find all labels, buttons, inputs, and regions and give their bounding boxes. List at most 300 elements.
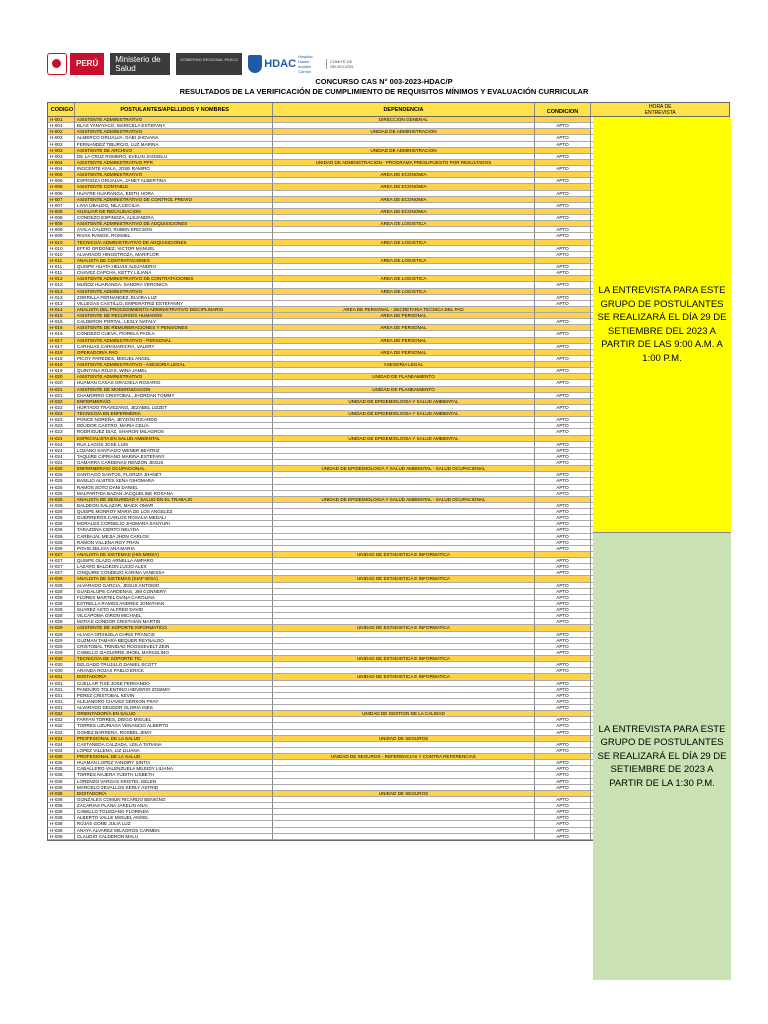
- cell-name: MATIAS CONDOR CRISTHIAN MARTIN: [75, 619, 273, 625]
- cell-name: CABELLO TOLEDANO FLORINDA: [75, 809, 273, 815]
- cell-condicion: APTO: [535, 785, 592, 791]
- cell-name: DIGITADOR/A: [75, 791, 273, 797]
- cell-condicion: APTO: [535, 772, 592, 778]
- cell-name: CHAMORRO CRISTOBAL, JHORDAN TOMMY: [75, 393, 273, 399]
- cell-condicion: APTO: [535, 460, 592, 466]
- cell-name: ASISTENTE DE MODERNIZACION: [75, 387, 273, 393]
- cell-name: ALMERCO GRIJALVA, GABI JHOVANA: [75, 135, 273, 141]
- cell-codigo: H-026: [48, 546, 75, 552]
- cell-codigo: H-030: [48, 668, 75, 674]
- cell-name: HUAMAN CASAS GRACIELA ROSARIO: [75, 380, 273, 386]
- cell-name: TORRES UZURIAGA VENANCIO ALBERTO: [75, 723, 273, 729]
- cell-name: FERNANDEZ TIBURCIO, LUZ MARINA: [75, 142, 273, 148]
- cell-name: ASISTENTE DE SOPORTE INFORMATICO: [75, 625, 273, 631]
- cell-name: POVIS ZELAYA ANA MARIA: [75, 546, 273, 552]
- cell-name: AYALA CALERO, RUBEN ERICSON: [75, 227, 273, 233]
- cell-codigo: H-013: [48, 289, 75, 295]
- cell-condicion: APTO: [535, 356, 592, 362]
- cell-name: ASISTENTE DE RECURSOS HUMANOS: [75, 313, 273, 319]
- cell-condicion: APTO: [535, 485, 592, 491]
- cell-condicion: APTO: [535, 595, 592, 601]
- cell-codigo: H-028: [48, 607, 75, 613]
- cell-condicion: APTO: [535, 668, 592, 674]
- cell-codigo: H-024: [48, 454, 75, 460]
- table-body: [47, 117, 730, 841]
- cell-codigo: H-026: [48, 534, 75, 540]
- cell-codigo: H-016: [48, 331, 75, 337]
- cell-name: ASISTENTE ADMINISTRATIVO - PERSONAL: [75, 338, 273, 344]
- cell-codigo: H-032: [48, 723, 75, 729]
- cell-codigo: H-036: [48, 821, 75, 827]
- cell-condicion: APTO: [535, 203, 592, 209]
- cell-codigo: H-034: [48, 742, 75, 748]
- cell-codigo: H-028: [48, 583, 75, 589]
- cell-name: ASISTENTE ADMINISTRATIVO: [75, 172, 273, 178]
- cell-codigo: H-004: [48, 160, 75, 166]
- cell-dependencia: AREA DE PERSONAL: [273, 313, 534, 319]
- cell-name: ANALISTA DE CONTRATACIONES: [75, 258, 273, 264]
- cell-name: LORENZO VARGAS KRISTEL GELEN: [75, 779, 273, 785]
- cell-codigo: H-017: [48, 344, 75, 350]
- cell-condicion: APTO: [535, 233, 592, 239]
- cell-condicion: APTO: [535, 448, 592, 454]
- cell-name: ALVARADO DEUDOR GLORIA INES: [75, 705, 273, 711]
- cell-dependencia: UNIDAD DE PLANEAMIENTO: [273, 387, 534, 393]
- cell-condicion: APTO: [535, 589, 592, 595]
- gobierno-regional-logo: GOBIERNO REGIONAL PASCO: [176, 53, 242, 75]
- cell-name: QUISPE HUATA HELVIS ALEJANDRO: [75, 264, 273, 270]
- cell-condicion: APTO: [535, 252, 592, 258]
- cell-codigo: H-004: [48, 166, 75, 172]
- cell-condicion: APTO: [535, 693, 592, 699]
- cell-name: CABALLERO VALENZUELA MILEIDY LILIANA: [75, 766, 273, 772]
- cell-codigo: H-021: [48, 387, 75, 393]
- header-hora-line2: ENTREVISTA: [644, 109, 676, 116]
- cell-codigo: H-008: [48, 209, 75, 215]
- cell-name: ASISTENTE ADMINISTRATIVO: [75, 289, 273, 295]
- cell-condicion: APTO: [535, 472, 592, 478]
- cell-name: ASISTENTE ADMINISTRATIVO DE CONTROL PREVIO: [75, 197, 273, 203]
- cell-dependencia: AREA DE ECONOMIA: [273, 209, 534, 215]
- cell-condicion: APTO: [535, 779, 592, 785]
- cell-dependencia: UNIDAD DE EPIDEMIOLOGIA Y SALUD AMBIENTAL: [273, 436, 534, 442]
- cell-condicion: APTO: [535, 797, 592, 803]
- cell-codigo: H-030: [48, 662, 75, 668]
- cell-condicion: APTO: [535, 319, 592, 325]
- hdac-logo: [248, 54, 320, 74]
- cell-codigo: H-018: [48, 350, 75, 356]
- hdac-subtitle: Hospital Daniel Alcides Carrión: [298, 54, 313, 74]
- cell-codigo: H-002: [48, 129, 75, 135]
- cell-name: ALVARADO HINOSTROZA, MARIFLOR: [75, 252, 273, 258]
- cell-name: CLAUDIO CALDERON MALU: [75, 834, 273, 840]
- cell-dependencia: AREA DE LOGISTICA: [273, 276, 534, 282]
- cell-dependencia: UNIDAD DE SEGUROS: [273, 736, 534, 742]
- cell-codigo: H-025: [48, 485, 75, 491]
- cell-condicion: APTO: [535, 491, 592, 497]
- cell-codigo: H-029: [48, 625, 75, 631]
- cell-name: AUXILIAR DE RECAUDACION: [75, 209, 273, 215]
- header-dependencia: DEPENDENCIA: [273, 103, 534, 116]
- header-hora-line1: HORA DE: [648, 103, 672, 110]
- cell-name: FARFAN TORRES, DIEGO MIGUEL: [75, 717, 273, 723]
- cell-codigo: H-016: [48, 325, 75, 331]
- hdac-label: HDAC: [264, 58, 297, 70]
- cell-codigo: H-011: [48, 258, 75, 264]
- cell-condicion: APTO: [535, 760, 592, 766]
- cell-name: GAMARRA CARDENAS RENZON JESUS: [75, 460, 273, 466]
- cell-condicion: APTO: [535, 681, 592, 687]
- cell-condicion: APTO: [535, 454, 592, 460]
- cell-codigo: H-027: [48, 570, 75, 576]
- cell-codigo: H-020: [48, 374, 75, 380]
- cell-condicion: APTO: [535, 142, 592, 148]
- cell-dependencia: AREA DE LOGISTICA: [273, 258, 534, 264]
- cell-codigo: H-010: [48, 252, 75, 258]
- cell-dependencia: ASESORIA LEGAL: [273, 362, 534, 368]
- cell-name: ASISTENTE ADMINISTRATIVO PPR: [75, 160, 273, 166]
- cell-name: GUZMAN TAMARA BEQUER REYNALDO: [75, 638, 273, 644]
- cell-codigo: H-031: [48, 687, 75, 693]
- cell-codigo: H-026: [48, 503, 75, 509]
- cell-name: LAZARO BALDEON LUCIO ALEX: [75, 564, 273, 570]
- cell-condicion: APTO: [535, 687, 592, 693]
- cell-codigo: H-036: [48, 803, 75, 809]
- header-condicion: CONDICION: [535, 103, 592, 116]
- cell-name: GONZALES COMUN RICARDO BENIGNO: [75, 797, 273, 803]
- cell-codigo: H-005: [48, 172, 75, 178]
- cell-name: CUELLAR TIXE JOSE FERNANDO: [75, 681, 273, 687]
- cell-condicion: APTO: [535, 583, 592, 589]
- cell-codigo: H-036: [48, 791, 75, 797]
- cell-condicion: APTO: [535, 154, 592, 160]
- cell-condicion: APTO: [535, 730, 592, 736]
- peru-logo: [47, 53, 104, 75]
- cell-name: MORALES CORNELIO JHOMARA SANYURI: [75, 521, 273, 527]
- cell-dependencia: UNIDAD DE EPIDEMIOLOGIA Y SALUD AMBIENTAL - SALUD OCUPACIONAL: [273, 497, 534, 503]
- cell-name: VILLEGAS CASTILLO, EMPERATRIZ ESTEFANNY: [75, 301, 273, 307]
- cell-condicion: APTO: [535, 301, 592, 307]
- cell-codigo: H-028: [48, 576, 75, 582]
- cell-codigo: H-032: [48, 730, 75, 736]
- cell-codigo: H-031: [48, 674, 75, 680]
- cell-codigo: H-031: [48, 705, 75, 711]
- cell-condicion: APTO: [535, 380, 592, 386]
- cell-dependencia: UNIDAD DE PLANEAMIENTO: [273, 374, 534, 380]
- cell-condicion: APTO: [535, 803, 592, 809]
- minsa-logo: Ministerio de Salud: [110, 53, 170, 75]
- cell-condicion: APTO: [535, 515, 592, 521]
- cell-condicion: APTO: [535, 509, 592, 515]
- cell-codigo: H-010: [48, 240, 75, 246]
- cell-codigo: H-013: [48, 301, 75, 307]
- cell-name: RAMON VILLENA ROY FRAN: [75, 540, 273, 546]
- cell-codigo: H-024: [48, 460, 75, 466]
- cell-codigo: H-025: [48, 478, 75, 484]
- cell-condicion: APTO: [535, 834, 592, 840]
- cell-condicion: APTO: [535, 607, 592, 613]
- cell-codigo: H-031: [48, 693, 75, 699]
- cell-dependencia: AREA DE ECONOMIA: [273, 184, 534, 190]
- cell-name: BALDEON SALAZAR, MAICK OMAR: [75, 503, 273, 509]
- cell-condicion: APTO: [535, 699, 592, 705]
- cell-condicion: APTO: [535, 270, 592, 276]
- cell-name: HUAYRE HUARANGA, EDITH HORA: [75, 191, 273, 197]
- cell-dependencia: AREA DE ECONOMIA: [273, 197, 534, 203]
- cell-name: CONDEZO ESPINOZA, ALEJANDRA: [75, 215, 273, 221]
- interview-schedule-afternoon: LA ENTREVISTA PARA ESTE GRUPO DE POSTULANTES SE REALIZARÁ EL DÍA 29 DE SETIEMBRE DE 2023 A PARTIR DE LA 1:30 P.M.: [593, 533, 731, 980]
- cell-name: TARAZONA CIERTO NELYDA: [75, 527, 273, 533]
- cell-codigo: H-023: [48, 417, 75, 423]
- cell-codigo: H-026: [48, 521, 75, 527]
- cell-condicion: APTO: [535, 521, 592, 527]
- cell-condicion: APTO: [535, 295, 592, 301]
- cell-name: ASISTENTE DE REMUNERACIONES Y PENSIONES: [75, 325, 273, 331]
- cell-condicion: APTO: [535, 429, 592, 435]
- cell-condicion: APTO: [535, 227, 592, 233]
- cell-name: CALDERON PORTAL, LESLY NATALY: [75, 319, 273, 325]
- cell-name: DELGADO TRUJILLO DANIEL SCOTT: [75, 662, 273, 668]
- cell-codigo: H-006: [48, 191, 75, 197]
- cell-codigo: H-017: [48, 338, 75, 344]
- cell-name: SUAREZ ASTO ALFRED DAVID: [75, 607, 273, 613]
- cell-name: ASISTENTE ADMINISTRATIVO: [75, 129, 273, 135]
- cell-name: ASISTENTE ADMINISTRATIVO: [75, 117, 273, 123]
- cell-codigo: H-011: [48, 270, 75, 276]
- cell-codigo: H-035: [48, 760, 75, 766]
- cell-codigo: H-005: [48, 178, 75, 184]
- cell-condicion: APTO: [535, 246, 592, 252]
- cell-codigo: H-024: [48, 436, 75, 442]
- cell-codigo: H-012: [48, 276, 75, 282]
- cell-condicion: APTO: [535, 540, 592, 546]
- cell-name: BLAS YANAYACO, MARICELA ESTEFANY: [75, 123, 273, 129]
- cell-dependencia: UNIDAD DE ADMINISTRACION: [273, 148, 534, 154]
- cell-name: CINQUIRE CONDEZO KARINA VANESSA: [75, 570, 273, 576]
- cell-dependencia: UNIDAD DE EPIDEMIOLOGIA Y SALUD AMBIENTAL: [273, 399, 534, 405]
- cell-condicion: APTO: [535, 766, 592, 772]
- cell-codigo: H-018: [48, 356, 75, 362]
- cell-condicion: APTO: [535, 619, 592, 625]
- cell-codigo: H-036: [48, 809, 75, 815]
- cell-name: PROFESIONAL DE LA SALUD: [75, 754, 273, 760]
- cell-name: GUADALUPE CARDENAS, JIM CONNERY: [75, 589, 273, 595]
- cell-dependencia: AREA DE PERSONAL - SECRETARIA TECNICA DEL PAD: [273, 307, 534, 313]
- cell-dependencia: AREA DE LOGISTICA: [273, 240, 534, 246]
- cell-name: CONDEZO CUEVA, FIORELA PAOLA: [75, 331, 273, 337]
- cell-condicion: APTO: [535, 178, 592, 184]
- cell-codigo: H-028: [48, 589, 75, 595]
- cell-name: OPERADOR/A PAD: [75, 350, 273, 356]
- cell-name: PONCE NOREÑA, JEYZON RICARDO: [75, 417, 273, 423]
- cell-condicion: APTO: [535, 723, 592, 729]
- cell-codigo: H-032: [48, 717, 75, 723]
- cell-name: QUINTANA ROJAS, WINA JAMEL: [75, 368, 273, 374]
- table-header-row: [47, 102, 730, 117]
- cell-name: TECNICO/A ADMINISTRATIVO DE ADQUISICIONES: [75, 240, 273, 246]
- cell-codigo: H-034: [48, 748, 75, 754]
- cell-codigo: H-019: [48, 362, 75, 368]
- cell-dependencia: UNIDAD DE ADMINISTRACION - PROGRAMA PRESUPUESTO POR RESULTADOS: [273, 160, 534, 166]
- cell-name: TECNICO/A DE SOPORTE TIC: [75, 656, 273, 662]
- cell-codigo: H-036: [48, 815, 75, 821]
- cell-codigo: H-003: [48, 154, 75, 160]
- cell-name: ORIENTADOR/A EN SALUD: [75, 711, 273, 717]
- cell-codigo: H-031: [48, 699, 75, 705]
- cell-name: CHAVEZ CAPCHA, KETTY LILIANA: [75, 270, 273, 276]
- cell-dependencia: UNIDAD DE SEGUROS - REFERENCIAS Y CONTRA REFERENCIAS: [273, 754, 534, 760]
- cell-name: ROJAS GONE JULIA LUZ: [75, 821, 273, 827]
- cell-name: DE LA CRUZ ROMERO, EVELIN JHOSELU: [75, 154, 273, 160]
- cell-name: ANALISTA DE SISTEMAS (SIAF-SIGA): [75, 576, 273, 582]
- document-title: CONCURSO CAS N° 003-2023-HDAC/P: [315, 77, 453, 86]
- cell-name: PROFESIONAL DE LA SALUD: [75, 736, 273, 742]
- cell-name: CABELLO IZAGUIRRE JHOEL MARCELINO: [75, 650, 273, 656]
- cell-name: PICOY PAREDES, MIGUEL ANGEL: [75, 356, 273, 362]
- cell-dependencia: AREA DE LOGISTICA: [273, 221, 534, 227]
- cell-condicion: APTO: [535, 215, 592, 221]
- cell-codigo: H-009: [48, 221, 75, 227]
- cell-dependencia: AREA DE PERSONAL: [273, 325, 534, 331]
- cell-codigo: H-026: [48, 540, 75, 546]
- cell-name: RAMOS SOTO DANI DANIEL: [75, 485, 273, 491]
- cell-codigo: H-030: [48, 656, 75, 662]
- cell-name: ASISTENTE ADMINISTRATIVO DE CONTRATACIONES: [75, 276, 273, 282]
- cell-name: DIGITADOR/A: [75, 674, 273, 680]
- cell-dependencia: UNIDAD DE ESTADISTICA E INFORMATICA: [273, 552, 534, 558]
- cell-dependencia: UNIDAD DE SEGUROS: [273, 791, 534, 797]
- cell-codigo: H-028: [48, 619, 75, 625]
- cell-dependencia: UNIDAD DE EPIDEMIOLOGIA Y SALUD AMBIENTAL: [273, 411, 534, 417]
- cell-name: FLORES MARTEL DIANA CAROLINA: [75, 595, 273, 601]
- cell-codigo: H-025: [48, 491, 75, 497]
- cell-name: CARHUAS CARHUARICRA, VALERY: [75, 344, 273, 350]
- cell-codigo: H-011: [48, 264, 75, 270]
- cell-codigo: H-028: [48, 595, 75, 601]
- cell-name: ANAYA ALVAREZ MILAGROS CARMEN: [75, 828, 273, 834]
- cell-codigo: H-029: [48, 632, 75, 638]
- cell-name: GOMEZ BARRERA, ROSBEL JEMY: [75, 730, 273, 736]
- cell-name: CRISTOBAL TRINIDAD ROOSSEVELT ZEIN: [75, 644, 273, 650]
- hdac-shield-icon: [248, 55, 262, 73]
- cell-codigo: H-025: [48, 472, 75, 478]
- cell-name: LIVIA UBALDO, NILA CECILIA: [75, 203, 273, 209]
- cell-name: PEREZ CRISTOBAL KEVIN: [75, 693, 273, 699]
- cell-condicion: APTO: [535, 546, 592, 552]
- cell-name: PANDURO TOLENTINO HIDVERIO ZOSIMO: [75, 687, 273, 693]
- cell-condicion: APTO: [535, 264, 592, 270]
- cell-condicion: APTO: [535, 191, 592, 197]
- cell-name: ALBERTO VALLE MIGUEL ANGEL: [75, 815, 273, 821]
- cell-codigo: H-027: [48, 564, 75, 570]
- cell-codigo: H-029: [48, 638, 75, 644]
- cell-name: TORRES NAJERA YUDITH LISBETH: [75, 772, 273, 778]
- cell-name: ARANDA ROJAS PABLO ERICK: [75, 668, 273, 674]
- cell-condicion: APTO: [535, 809, 592, 815]
- cell-codigo: H-026: [48, 509, 75, 515]
- cell-name: HUAMAN LOPEZ YANDIRY SINTIA: [75, 760, 273, 766]
- cell-dependencia: DIRECCION GENERAL: [273, 117, 534, 123]
- cell-name: ANALISTA DE SISTEMAS (HIS-MINSA): [75, 552, 273, 558]
- cell-condicion: APTO: [535, 564, 592, 570]
- cell-name: ENFERMERA/O OCUPACIONAL: [75, 466, 273, 472]
- cell-codigo: H-019: [48, 368, 75, 374]
- cell-condicion: APTO: [535, 815, 592, 821]
- cell-codigo: H-035: [48, 754, 75, 760]
- peru-label: PERÚ: [70, 53, 104, 75]
- cell-codigo: H-027: [48, 552, 75, 558]
- cell-dependencia: [273, 834, 534, 840]
- cell-dependencia: UNIDAD DE GESTION DE LA CALIDAD: [273, 711, 534, 717]
- cell-codigo: H-002: [48, 135, 75, 141]
- header-hora-entrevista: [591, 103, 729, 116]
- cell-dependencia: AREA DE PERSONAL: [273, 350, 534, 356]
- cell-codigo: H-023: [48, 423, 75, 429]
- cell-codigo: H-007: [48, 203, 75, 209]
- cell-name: ESTRELLA RAMOS ANDRES JONATHAN: [75, 601, 273, 607]
- cell-dependencia: AREA DE PERSONAL: [273, 338, 534, 344]
- cell-condicion: APTO: [535, 742, 592, 748]
- cell-name: QUISPE OLAZO ARNELLA AMPARO: [75, 558, 273, 564]
- cell-codigo: H-036: [48, 797, 75, 803]
- cell-codigo: H-021: [48, 393, 75, 399]
- cell-codigo: H-003: [48, 148, 75, 154]
- cell-codigo: H-035: [48, 785, 75, 791]
- cell-condicion: APTO: [535, 638, 592, 644]
- cell-condicion: APTO: [535, 442, 592, 448]
- cell-name: LOPEZ VILLENA, LIZ LILIANA: [75, 748, 273, 754]
- cell-name: ANALISTA DEL PROCEDIMIENTO ADMINISTRATIVO DISCIPLINARIO: [75, 307, 273, 313]
- cell-dependencia: UNIDAD DE ESTADISTICA E INFORMATICA: [273, 674, 534, 680]
- cell-condicion: APTO: [535, 570, 592, 576]
- cell-codigo: H-022: [48, 399, 75, 405]
- cell-name: TAQUIRE CIPRIANO MARINA ESTEFANY: [75, 454, 273, 460]
- cell-codigo: H-014: [48, 307, 75, 313]
- cell-codigo: H-024: [48, 448, 75, 454]
- cell-codigo: H-024: [48, 442, 75, 448]
- cell-name: ALVARADO GARCIA, JESUS ANTONIO: [75, 583, 273, 589]
- cell-dependencia: UNIDAD DE ESTADISTICA E INFORMATICA: [273, 576, 534, 582]
- cell-codigo: H-012: [48, 282, 75, 288]
- results-table: [47, 102, 730, 841]
- cell-condicion: APTO: [535, 613, 592, 619]
- cell-condicion: APTO: [535, 331, 592, 337]
- cell-condicion: APTO: [535, 632, 592, 638]
- cell-condicion: APTO: [535, 123, 592, 129]
- cell-codigo: H-035: [48, 766, 75, 772]
- cell-codigo: H-027: [48, 558, 75, 564]
- cell-codigo: H-013: [48, 295, 75, 301]
- cell-name: ZORRILLA FERNANDEZ, ELVIRA LUZ: [75, 295, 273, 301]
- cell-codigo: H-006: [48, 184, 75, 190]
- cell-dependencia: UNIDAD DE ESTADISTICA E INFORMATICA: [273, 656, 534, 662]
- cell-name: CASTAÑEDA CALZADA, LEILA TATIANA: [75, 742, 273, 748]
- cell-name: ESPECIALISTA EN SALUD AMBIENTAL: [75, 436, 273, 442]
- cell-name: TECNICO/A EN ENFERMERIA: [75, 411, 273, 417]
- cell-condicion: APTO: [535, 717, 592, 723]
- cell-codigo: H-026: [48, 497, 75, 503]
- cell-condicion: APTO: [535, 662, 592, 668]
- cell-codigo: H-029: [48, 650, 75, 656]
- cell-name: ESPINOZA GRIJALVA, JANET ALBERTINA: [75, 178, 273, 184]
- cell-dependencia: UNIDAD DE ADMINISTRACION: [273, 129, 534, 135]
- header-postulantes: POSTULANTES/APELLIDOS Y NOMBRES: [75, 103, 273, 116]
- cell-codigo: H-001: [48, 123, 75, 129]
- cell-name: CARBAJAL MEJIA JHON CARLOS: [75, 534, 273, 540]
- cell-name: MUÑOZ HUARANGA, SANDRA VERONICA: [75, 282, 273, 288]
- cell-name: ZACARIAS PLANA JAKELIN ANAI: [75, 803, 273, 809]
- cell-codigo: H-034: [48, 736, 75, 742]
